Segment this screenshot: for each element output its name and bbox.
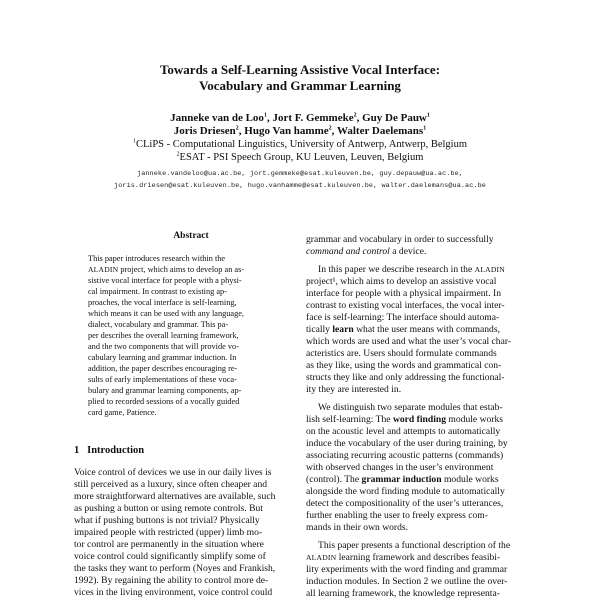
body-line: In this paper we describe research in the ALADIN (318, 264, 505, 275)
authors-line-1 (0, 112, 600, 124)
body-line: on the acoustic level and attempts to automatically (306, 426, 501, 437)
intro-line: vices in the living environment, voice control could (74, 587, 273, 598)
author-name: Walter Daelemans (336, 125, 424, 137)
author-name: Hugo Van hamme (244, 125, 329, 137)
affiliation-1 (0, 139, 600, 150)
author-separator: , (356, 112, 363, 124)
intro-line: as pushing a button or using remote controls. But (74, 503, 263, 514)
abstract-line: bulary and grammar learning components, ap- (88, 386, 242, 395)
author-separator: , (266, 112, 273, 124)
abstract-line: cal impairment. In contrast to existing ap- (88, 287, 227, 296)
intro-line: voice control could significantly simplify some of (74, 551, 266, 562)
affiliation-2 (0, 152, 600, 163)
affiliation-text: CLiPS - Computational Linguistics, University of Antwerp, Antwerp, Belgium (135, 139, 468, 150)
body-line: associating recurring acoustic patterns (commands) (306, 450, 504, 461)
affiliation-marker: 2 (328, 125, 332, 132)
body-line: tically learn what the user means with commands, (306, 324, 500, 335)
abstract-line: addition, the paper describes encouraging re- (88, 364, 238, 373)
affiliation-marker: 1 (423, 125, 427, 132)
body-line: ALADIN learning framework and describes feasibi- (306, 552, 501, 563)
section-heading-introduction: 1 Introduction (74, 445, 145, 456)
email-line-1: janneke.vandeloo@ua.ac.be, jort.gemmeke@esat.kuleuven.be, guy.depauw@ua.ac.be, (137, 170, 463, 178)
abstract-line: cabulary learning and grammar induction. In (88, 353, 237, 362)
abstract-line: proaches, the vocal interface is self-learning, (88, 298, 237, 307)
body-line: face is self-learning: The interface should automa- (306, 312, 500, 323)
abstract-line: dialect, vocabulary and grammar. This pa- (88, 320, 229, 329)
paper-title-line-2: Vocabulary and Grammar Learning (199, 78, 401, 93)
affiliation-marker: 1 (263, 112, 267, 119)
author-separator: , (238, 125, 245, 137)
abstract-line: which means it can be used with any language, (88, 309, 244, 318)
body-line: ity they are interested in. (306, 384, 402, 395)
body-line: lity experiments with the word finding and grammar (306, 564, 508, 575)
email-line-2: joris.driesen@esat.kuleuven.be, hugo.vanhamme@esat.kuleuven.be, walter.daelemans@ua.ac.be (114, 182, 486, 190)
abstract-line: ALADIN project, which aims to develop an as- (88, 265, 245, 274)
author-name: Joris Driesen (173, 125, 236, 137)
abstract-line: sistive vocal interface for people with a physi- (88, 276, 242, 285)
intro-line: still perceived as a luxury, since often cheaper and (74, 479, 268, 490)
body-line: mands in their own words. (306, 522, 409, 533)
body-line: with observed changes in the user’s environment (306, 462, 494, 473)
affiliation-text: ESAT - PSI Speech Group, KU Leuven, Leuven, Belgium (179, 152, 424, 163)
body-line: alongside the word finding module to automatically (306, 486, 505, 497)
body-line: which words are used and what the user’s vocal char- (306, 336, 512, 347)
body-line: acteristics are. Users should formulate commands (306, 348, 497, 359)
affiliation-marker: 2 (235, 125, 239, 132)
body-line: grammar and vocabulary in order to successfully (306, 234, 494, 245)
body-line: structs they like and only addressing the functional- (306, 372, 505, 383)
abstract-line: and the two components that will provide vo- (88, 342, 239, 351)
intro-line: tor control are permanently in the situation where (74, 539, 264, 550)
author-name: Jort F. Gemmeke (272, 112, 354, 124)
abstract-heading: Abstract (173, 231, 209, 241)
intro-line: 1992). By regaining the ability to control more de- (74, 575, 269, 586)
body-line: This paper presents a functional description of the (318, 540, 511, 551)
body-line: all learning framework, the knowledge representa- (306, 588, 500, 599)
intro-line: Voice control of devices we use in our daily lives is (74, 467, 272, 478)
authors-line-2 (0, 125, 600, 137)
intro-line: more straightforward alternatives are available, such (74, 491, 276, 502)
affiliation-marker: 2 (353, 112, 357, 119)
body-line: interface for people with a physical impairment. In (306, 288, 501, 299)
body-line: induction modules. In Section 2 we outline the over- (306, 576, 508, 587)
body-line: command and control a device. (306, 246, 427, 257)
affiliation-marker: 2 (176, 151, 180, 158)
intro-line: the tasks they want to perform (Noyes and Frankish, (74, 563, 276, 574)
body-line: further enabling the user to freely express com- (306, 510, 488, 521)
body-line: We distinguish two separate modules that estab- (318, 402, 503, 413)
intro-line: what if pushing buttons is not trivial? Physically (74, 515, 260, 526)
abstract-line: plied to recorded sessions of a vocally guided (88, 397, 240, 406)
affiliation-marker: 1 (426, 112, 430, 119)
body-line: detect the compositionality of the user’s utterances, (306, 498, 504, 509)
intro-line: impaired people with restricted (upper) limb mo- (74, 527, 263, 538)
author-name: Guy De Pauw (362, 112, 427, 124)
body-line: as they like, using the words and grammatical con- (306, 360, 502, 371)
paper-title-line-1: Towards a Self-Learning Assistive Vocal Interface: (159, 62, 441, 77)
body-line: contrast to existing vocal interfaces, the vocal inter- (306, 300, 505, 311)
body-line: induce the vocabulary of the user during training, by (306, 438, 508, 449)
body-line: (control). The grammar induction module works (306, 474, 499, 485)
author-name: Janneke van de Loo (170, 112, 264, 124)
body-line: lish self-learning: The word finding module works (306, 414, 504, 425)
abstract-line: per describes the overall learning framework, (88, 331, 239, 340)
affiliation-marker: 1 (132, 138, 136, 145)
abstract-line: card game, Patience. (88, 408, 157, 417)
author-separator: , (331, 125, 337, 137)
body-line: project¹, which aims to develop an assistive vocal (306, 276, 497, 287)
abstract-line: This paper introduces research within the (88, 254, 226, 263)
abstract-line: sults of early implementations of these voca- (88, 375, 237, 384)
